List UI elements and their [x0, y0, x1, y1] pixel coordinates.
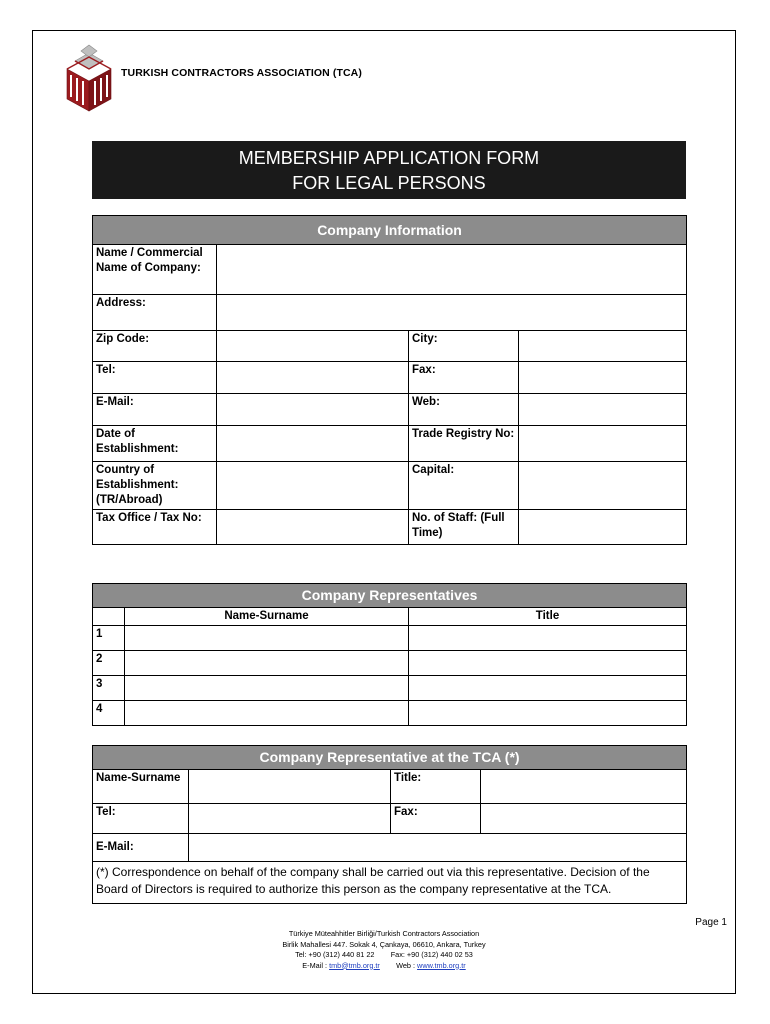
zip-code-label: Zip Code:	[93, 331, 217, 362]
representative-note: (*) Correspondence on behalf of the company shall be carried out via this representative. Decision of the Board of Directors is required to authorize this person as the company representative at the TCA.	[93, 862, 687, 904]
row-number: 2	[93, 651, 125, 676]
trade-registry-field[interactable]	[519, 426, 687, 462]
footer-contact-line	[33, 961, 735, 972]
tel-field[interactable]	[217, 362, 409, 394]
representative-1-name-field[interactable]	[125, 626, 409, 651]
company-information-heading: Company Information	[93, 216, 687, 245]
footer-association-name: Türkiye Müteahhitler Birliği/Turkish Contractors Association	[288, 929, 480, 938]
date-of-establishment-label: Date of Establishment:	[93, 426, 217, 462]
tca-logo-icon	[61, 39, 117, 113]
footer-address: Birlik Mahallesi 447. Sokak 4, Çankaya, 06610, Ankara, Turkey	[282, 939, 486, 949]
country-of-establishment-field[interactable]	[217, 462, 409, 510]
company-representatives-heading: Company Representatives	[93, 584, 687, 608]
capital-label: Capital:	[409, 462, 519, 510]
representative-2-name-field[interactable]	[125, 651, 409, 676]
row-number: 3	[93, 676, 125, 701]
footer-tel: Tel: +90 (312) 440 81 22	[295, 950, 375, 959]
web-field[interactable]	[519, 394, 687, 426]
email-label: E-Mail:	[93, 394, 217, 426]
rep-email-field[interactable]	[189, 834, 687, 862]
company-representatives-table	[92, 583, 687, 726]
row-number: 4	[93, 701, 125, 726]
zip-code-field[interactable]	[217, 331, 409, 362]
company-information-table	[92, 215, 687, 545]
rep-name-surname-field[interactable]	[189, 770, 391, 804]
footer-email-link[interactable]: tmb@tmb.org.tr	[329, 960, 380, 970]
row-number: 1	[93, 626, 125, 651]
country-of-establishment-label: Country of Establishment: (TR/Abroad)	[93, 462, 217, 510]
form-title-line2: FOR LEGAL PERSONS	[292, 173, 486, 193]
city-field[interactable]	[519, 331, 687, 362]
address-label: Address:	[93, 295, 217, 331]
rep-title-label: Title:	[391, 770, 481, 804]
staff-count-field[interactable]	[519, 510, 687, 545]
footer-web-link[interactable]: www.tmb.org.tr	[417, 960, 466, 970]
tca-representative-heading: Company Representative at the TCA (*)	[93, 746, 687, 770]
organization-name: TURKISH CONTRACTORS ASSOCIATION (TCA)	[121, 67, 362, 79]
form-title-line1: MEMBERSHIP APPLICATION FORM	[238, 148, 540, 168]
email-field[interactable]	[217, 394, 409, 426]
rep-fax-label: Fax:	[391, 804, 481, 834]
name-surname-header: Name-Surname	[125, 608, 409, 626]
tax-office-label: Tax Office / Tax No:	[93, 510, 217, 545]
representative-3-title-field[interactable]	[409, 676, 687, 701]
capital-field[interactable]	[519, 462, 687, 510]
rep-tel-label: Tel:	[93, 804, 189, 834]
rep-title-field[interactable]	[481, 770, 687, 804]
representative-3-name-field[interactable]	[125, 676, 409, 701]
footer-web-label: Web :	[396, 960, 418, 970]
representative-1-title-field[interactable]	[409, 626, 687, 651]
trade-registry-label: Trade Registry No:	[409, 426, 519, 462]
row-number-header	[93, 608, 125, 626]
form-title	[92, 141, 686, 199]
representative-2-title-field[interactable]	[409, 651, 687, 676]
title-header: Title	[409, 608, 687, 626]
fax-field[interactable]	[519, 362, 687, 394]
staff-count-label: No. of Staff: (Full Time)	[409, 510, 519, 545]
representative-4-title-field[interactable]	[409, 701, 687, 726]
web-label: Web:	[409, 394, 519, 426]
address-field[interactable]	[217, 295, 687, 331]
footer-fax: Fax: +90 (312) 440 02 53	[390, 950, 473, 959]
rep-tel-field[interactable]	[189, 804, 391, 834]
tel-label: Tel:	[93, 362, 217, 394]
tca-representative-table	[92, 745, 687, 904]
city-label: City:	[409, 331, 519, 362]
form-page	[32, 30, 736, 994]
representative-4-name-field[interactable]	[125, 701, 409, 726]
page-number: Page 1	[695, 917, 727, 928]
fax-label: Fax:	[409, 362, 519, 394]
footer-email-label: E-Mail :	[302, 960, 330, 970]
footer-phone-line	[33, 950, 735, 961]
rep-fax-field[interactable]	[481, 804, 687, 834]
company-name-field[interactable]	[217, 245, 687, 295]
footer	[33, 929, 735, 971]
date-of-establishment-field[interactable]	[217, 426, 409, 462]
rep-email-label: E-Mail:	[93, 834, 189, 862]
rep-name-surname-label: Name-Surname	[93, 770, 189, 804]
tax-office-field[interactable]	[217, 510, 409, 545]
company-name-label: Name / Commercial Name of Company:	[93, 245, 217, 295]
